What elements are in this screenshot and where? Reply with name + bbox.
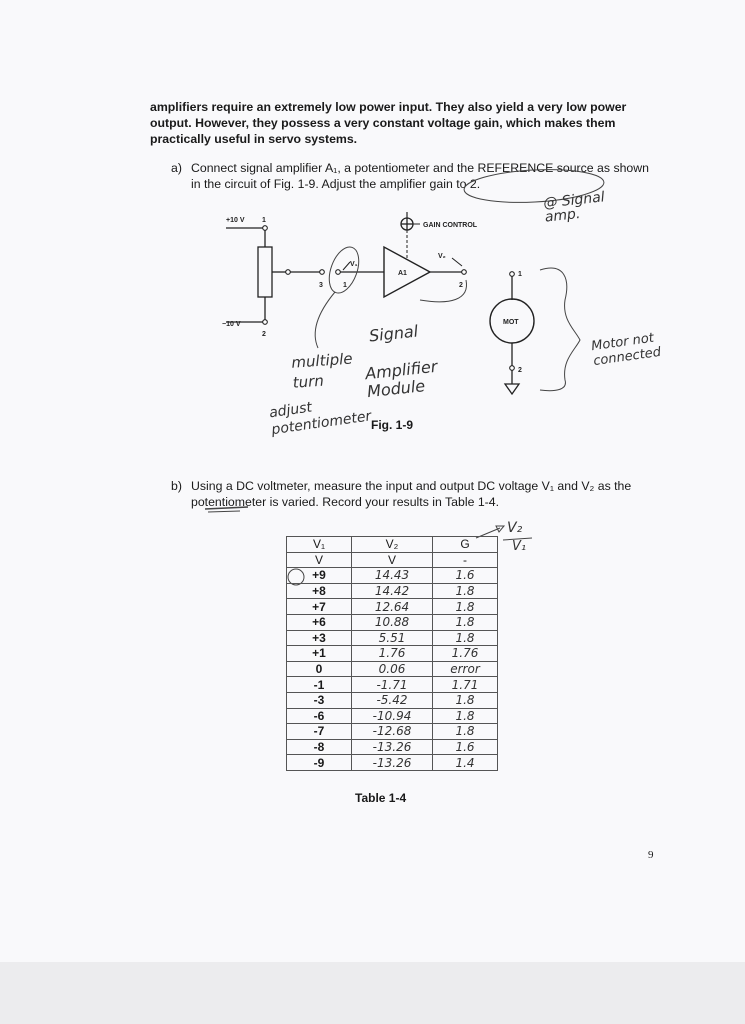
handwritten-g-denominator: V₁ <box>512 539 527 554</box>
table-row <box>287 755 498 771</box>
cell-v2: 14.43 <box>352 568 433 584</box>
table-row <box>287 614 498 630</box>
scan-margin <box>0 962 745 1024</box>
header-v2: V₂ <box>352 537 433 553</box>
unit-g: - <box>433 552 498 568</box>
cell-v2: 5.51 <box>352 630 433 646</box>
unit-v1: V <box>287 552 352 568</box>
header-g: G <box>433 537 498 553</box>
cell-v2: 12.64 <box>352 599 433 615</box>
table-row <box>287 724 498 740</box>
cell-v1: 0 <box>287 661 352 677</box>
v2-label: V₂ <box>438 253 446 260</box>
mot-node1-label: 1 <box>518 271 522 278</box>
cell-g: 1.8 <box>433 614 498 630</box>
table-row <box>287 599 498 615</box>
handwritten-motor-not-connected: Motor not connected <box>590 330 662 370</box>
cell-v2: -13.26 <box>352 739 433 755</box>
amp-in-label: 1 <box>343 282 347 289</box>
cell-v1: -7 <box>287 724 352 740</box>
amplifier-triangle <box>384 247 430 297</box>
cell-g: 1.6 <box>433 568 498 584</box>
cell-v2: 0.06 <box>352 661 433 677</box>
cell-v1: +9 <box>287 568 352 584</box>
v1-label: V₁ <box>350 261 358 268</box>
table-header-row <box>287 537 498 553</box>
mot-node2-label: 2 <box>518 367 522 374</box>
cell-g: error <box>433 661 498 677</box>
page-number: 9 <box>648 849 654 861</box>
cell-v2: 14.42 <box>352 583 433 599</box>
cell-g: 1.8 <box>433 708 498 724</box>
potentiometer <box>258 247 272 297</box>
cell-g: 1.8 <box>433 583 498 599</box>
cell-v1: +3 <box>287 630 352 646</box>
pot-node1-label: 1 <box>262 217 266 224</box>
table-caption: Table 1-4 <box>355 791 407 805</box>
question-b-text: Using a DC voltmeter, measure the input and output DC voltage V₁ and V₂ as the potentiometer is varied. Record your results in Table 1-4. <box>191 479 632 509</box>
ground-arrow-icon <box>505 384 519 394</box>
cell-v1: +8 <box>287 583 352 599</box>
mot-label: MOT <box>503 319 519 326</box>
pot-node2-label: 2 <box>262 331 266 338</box>
intro-paragraph: amplifiers require an extremely low power input. They also yield a very low power output. However, they possess a very constant voltage gain, which makes them practically useful in servo systems. <box>150 100 627 146</box>
cell-v2: -13.26 <box>352 755 433 771</box>
table-row <box>287 677 498 693</box>
cell-v1: +6 <box>287 614 352 630</box>
amp-out-label: 2 <box>459 282 463 289</box>
table-row <box>287 692 498 708</box>
table-units-row <box>287 552 498 568</box>
handwritten-signal-amp: @ Signal amp. <box>542 189 606 226</box>
cell-g: 1.8 <box>433 692 498 708</box>
handwritten-signal: Signal <box>368 321 420 346</box>
question-a-text: Connect signal amplifier A₁, a potentiometer and the REFERENCE source as shown in the circuit of Fig. 1-9. Adjust the amplifier gain to 2. <box>191 161 649 191</box>
cell-g: 1.71 <box>433 677 498 693</box>
question-a-label: a) <box>171 161 182 175</box>
results-table <box>286 536 498 771</box>
unit-v2: V <box>352 552 433 568</box>
plus10-label: +10 V <box>226 217 245 224</box>
cell-v1: +1 <box>287 646 352 662</box>
cell-g: 1.8 <box>433 724 498 740</box>
cell-v2: 10.88 <box>352 614 433 630</box>
cell-v2: 1.76 <box>352 646 433 662</box>
handwritten-adjust-potentiometer: adjust potentiometer <box>268 399 373 439</box>
cell-g: 1.8 <box>433 630 498 646</box>
cell-v2: -5.42 <box>352 692 433 708</box>
amp-label: A1 <box>398 270 407 277</box>
cell-v1: +7 <box>287 599 352 615</box>
handwritten-g-numerator: V₂ <box>507 520 523 536</box>
question-b-label: b) <box>171 479 182 493</box>
minus10-label: −10 V <box>222 321 241 328</box>
cell-v2: -1.71 <box>352 677 433 693</box>
table-row <box>287 708 498 724</box>
cell-v1: -1 <box>287 677 352 693</box>
header-v1: V₁ <box>287 537 352 553</box>
cell-v2: -12.68 <box>352 724 433 740</box>
pot-node3-label: 3 <box>319 282 323 289</box>
figure-caption: Fig. 1-9 <box>371 418 414 432</box>
table-row <box>287 646 498 662</box>
table-row <box>287 739 498 755</box>
cell-g: 1.4 <box>433 755 498 771</box>
cell-v1: -9 <box>287 755 352 771</box>
table-row <box>287 583 498 599</box>
table-row <box>287 661 498 677</box>
handwritten-amplifier-module: Amplifier Module <box>364 356 439 402</box>
handwritten-multiple-turn: multiple turn <box>290 349 354 392</box>
cell-g: 1.76 <box>433 646 498 662</box>
cell-v1: -3 <box>287 692 352 708</box>
cell-v1: -6 <box>287 708 352 724</box>
table-row <box>287 568 498 584</box>
table-row <box>287 630 498 646</box>
cell-v2: -10.94 <box>352 708 433 724</box>
cell-g: 1.8 <box>433 599 498 615</box>
gain-control-label: GAIN CONTROL <box>423 222 478 229</box>
cell-g: 1.6 <box>433 739 498 755</box>
cell-v1: -8 <box>287 739 352 755</box>
